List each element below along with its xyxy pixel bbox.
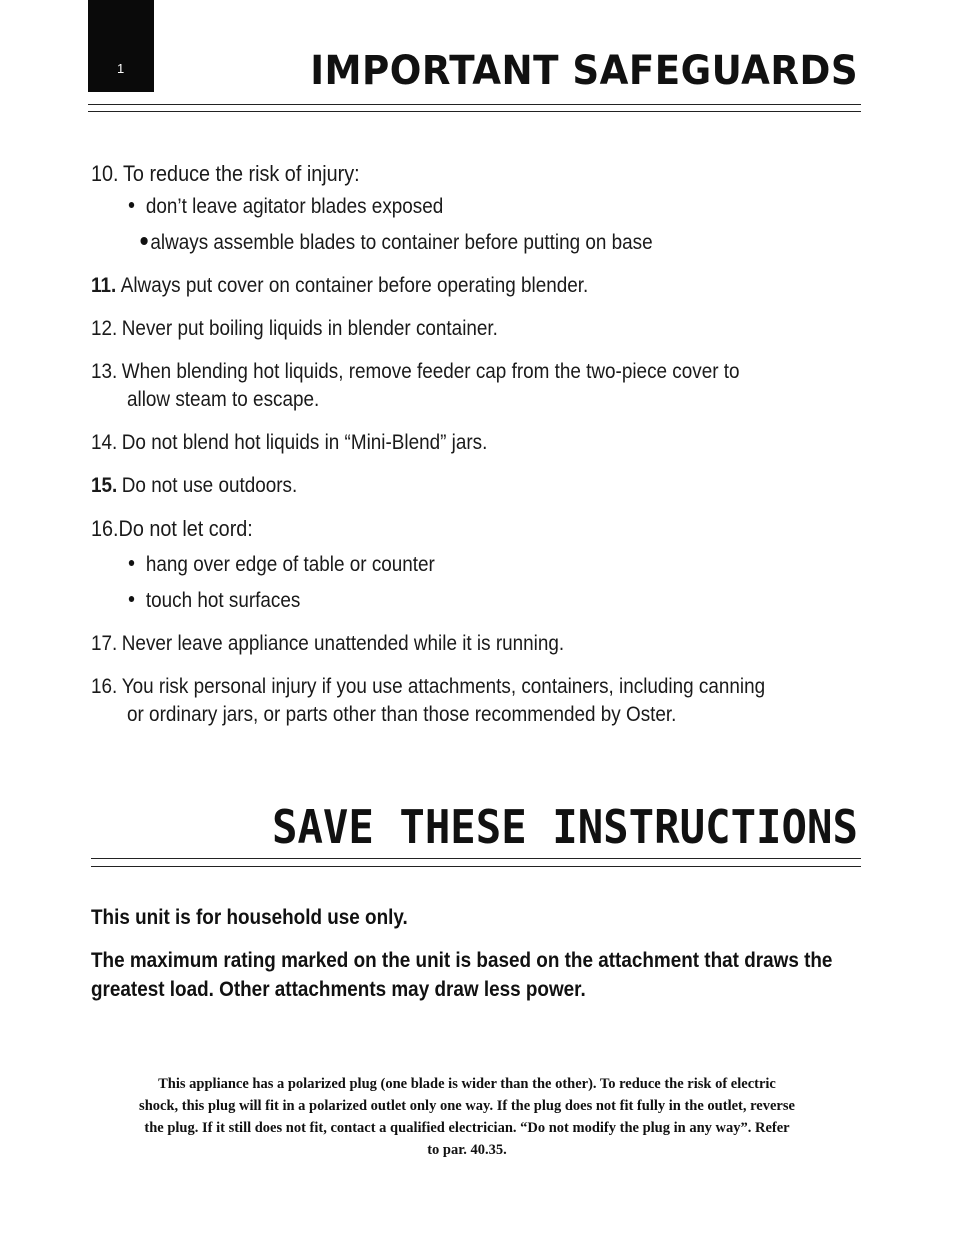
save-rule-top	[91, 858, 861, 859]
safeguard-item: 13. When blending hot liquids, remove feeder cap from the two-piece cover to	[91, 360, 740, 383]
title-rule-bottom	[88, 111, 861, 112]
rating-note: The maximum rating marked on the unit is based on the attachment that draws the greatest load. Other attachments may draw less power.	[91, 949, 833, 1001]
polarized-plug-note: This appliance has a polarized plug (one blade is wider than the other). To reduce the risk of electric shock, this plug will fit in a polarized outlet only one way. If the plug does not fit fully in the outlet, reverse the plug. If it still does not fit, contact a qualified electrician. “Do not modify the plug in any way”. Refer to par. 40.35.	[139, 1076, 795, 1158]
safeguard-bullet: touch hot surfaces	[91, 587, 811, 630]
safeguard-item: 17. Never leave appliance unattended while it is running.	[91, 632, 565, 655]
safeguard-bullet: hang over edge of table or counter	[91, 551, 811, 587]
bullet-icon	[141, 237, 148, 245]
page-title: IMPORTANT SAFEGUARDS	[310, 48, 858, 94]
bullet-icon	[129, 596, 134, 602]
safeguard-item: 11. Always put cover on container before operating blender.	[91, 274, 589, 297]
safeguard-item: 14. Do not blend hot liquids in “Mini-Blend” jars.	[91, 431, 488, 454]
household-note: This unit is for household use only.	[91, 906, 408, 929]
safeguard-item: 16.Do not let cord:	[91, 516, 253, 541]
title-rule-top	[88, 104, 861, 105]
safeguard-item: 15. Do not use outdoors.	[91, 474, 298, 497]
page-number: 1	[117, 61, 125, 76]
safeguard-bullet: always assemble blades to container before putting on base	[91, 229, 811, 272]
safeguard-item: 12. Never put boiling liquids in blender container.	[91, 317, 498, 340]
bullet-icon	[129, 202, 134, 208]
bullet-icon	[129, 560, 134, 566]
save-instructions-title: SAVE THESE INSTRUCTIONS	[271, 800, 858, 854]
save-rule-bottom	[91, 866, 861, 867]
safeguard-item: 10. To reduce the risk of injury:	[91, 161, 360, 186]
safeguard-item: 16. You risk personal injury if you use attachments, containers, including canning	[91, 675, 766, 698]
page-number-tab	[88, 0, 154, 92]
safeguard-bullet: don’t leave agitator blades exposed	[91, 193, 811, 229]
safeguard-item-continued: allow steam to escape.	[127, 388, 320, 411]
safeguard-item-continued: or ordinary jars, or parts other than those recommended by Oster.	[127, 703, 677, 726]
safeguard-list	[91, 160, 891, 729]
